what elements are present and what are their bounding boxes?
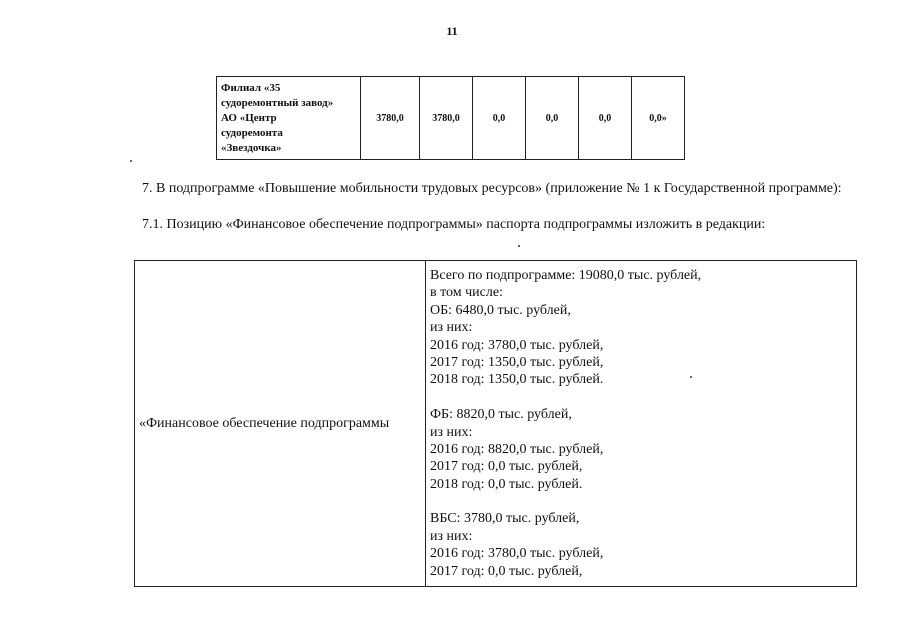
paragraph-7: 7. В подпрограмме «Повышение мобильности трудовых ресурсов» (приложение № 1 к Государственной программе):	[142, 181, 842, 196]
blank-line	[430, 493, 852, 510]
table-row	[135, 261, 857, 587]
funding-line: ОБ: 6480,0 тыс. рублей,	[430, 302, 571, 318]
value-cell: 0,0»	[632, 77, 685, 160]
value-cell: 3780,0	[361, 77, 420, 160]
page-number: 11	[446, 24, 458, 38]
funding-line: Всего по подпрограмме: 19080,0 тыс. рублей,	[430, 268, 702, 283]
table-row	[217, 77, 685, 160]
value-cell: 0,0	[579, 77, 632, 160]
branch-funding-table	[216, 76, 685, 160]
funding-line: в том числе:	[430, 285, 503, 301]
funding-line: 2017 год: 0,0 тыс. рублей,	[430, 563, 583, 579]
funding-passport-table	[134, 260, 857, 587]
scan-speck	[130, 160, 132, 162]
scan-speck	[690, 376, 692, 378]
funding-line: 2016 год: 3780,0 тыс. рублей,	[430, 546, 604, 562]
branch-name-line: АО «Центр	[221, 111, 277, 124]
blank-line	[430, 389, 852, 406]
scan-speck	[518, 245, 520, 247]
funding-line: 2016 год: 8820,0 тыс. рублей,	[430, 441, 604, 457]
branch-name-line: «Звездочка»	[221, 141, 282, 154]
funding-line: 2017 год: 1350,0 тыс. рублей,	[430, 354, 604, 370]
branch-name-cell	[217, 77, 361, 160]
funding-line: ВБС: 3780,0 тыс. рублей,	[430, 511, 580, 527]
value-cell: 0,0	[473, 77, 526, 160]
funding-line: ФБ: 8820,0 тыс. рублей,	[430, 407, 572, 423]
funding-value-cell	[426, 261, 857, 587]
funding-line: 2016 год: 3780,0 тыс. рублей,	[430, 337, 604, 353]
funding-line: из них:	[430, 424, 473, 440]
funding-line: из них:	[430, 528, 473, 544]
branch-name-line: судоремонтный завод»	[221, 96, 334, 109]
paragraph-7-1: 7.1. Позицию «Финансовое обеспечение подпрограммы» паспорта подпрограммы изложить в редакции:	[142, 217, 766, 232]
funding-line: 2018 год: 0,0 тыс. рублей.	[430, 476, 583, 492]
branch-name-line: судоремонта	[221, 126, 283, 139]
value-cell: 3780,0	[420, 77, 473, 160]
funding-label-cell: «Финансовое обеспечение подпрограммы	[135, 261, 426, 587]
funding-line: из них:	[430, 320, 473, 336]
branch-name-line: Филиал «35	[221, 81, 281, 94]
funding-line: 2018 год: 1350,0 тыс. рублей.	[430, 372, 604, 388]
value-cell: 0,0	[526, 77, 579, 160]
funding-line: 2017 год: 0,0 тыс. рублей,	[430, 459, 583, 475]
